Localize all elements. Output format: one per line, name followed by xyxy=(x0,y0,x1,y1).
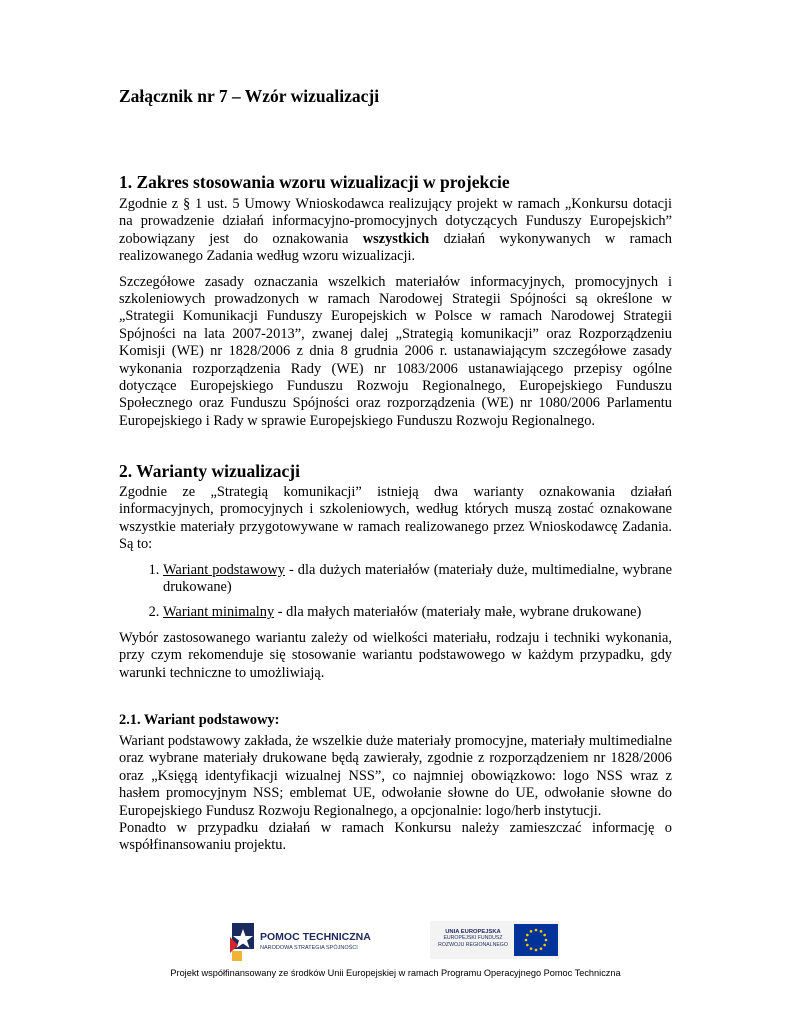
variant-list xyxy=(119,562,672,622)
eu-line-3: ROZWOJU REGIONALNEGO xyxy=(438,941,508,948)
section-basic-variant xyxy=(119,712,672,855)
nss-star-icon xyxy=(228,919,258,963)
list-item xyxy=(163,562,672,597)
text-span: działań wykonywanych w ramach realizowanego Zadania według wzoru wizualizacji. xyxy=(119,230,672,265)
page-title: Załącznik nr 7 – Wzór wizualizacji xyxy=(119,86,380,106)
pomoc-techniczna-title: POMOC TECHNICZNA xyxy=(260,931,371,943)
section-2-1-paragraph-2: Ponadto w przypadku działań w ramach Konkursu należy zamieszczać informację o współfinansowaniu projektu. xyxy=(119,820,672,854)
section-scope xyxy=(119,172,672,430)
pomoc-techniczna-subtitle: NARODOWA STRATEGIA SPÓJNOŚCI xyxy=(260,945,358,951)
footer-logos xyxy=(0,915,791,965)
emphasis-word: wszystkich xyxy=(362,230,430,247)
eu-logo-text xyxy=(436,929,510,948)
variant-name: Wariant podstawowy xyxy=(163,561,285,578)
variant-name: Wariant minimalny xyxy=(163,604,275,621)
eu-line-1: UNIA EUROPEJSKA xyxy=(445,929,501,935)
section-variants xyxy=(119,461,672,682)
pomoc-techniczna-logo xyxy=(228,919,378,963)
section-2-intro: Zgodnie ze „Strategią komunikacji” istnieją dwa warianty oznakowania działań informacyjnych, promocyjnych i szkoleniowych, według których muszą zostać oznakowane wszystkie materiały przygotowywane w ramach realizowanego przez Wnioskodawcę Zadania. Są to: xyxy=(119,484,672,553)
eu-flag-icon xyxy=(514,924,558,956)
section-1-paragraph-1 xyxy=(119,196,672,266)
variant-description: - dla dużych materiałów (materiały duże, multimedialne, wybrane drukowane) xyxy=(163,561,672,596)
section-2-heading: 2. Warianty wizualizacji xyxy=(119,461,300,481)
eu-line-2: EUROPEJSKI FUNDUSZ xyxy=(443,935,503,942)
section-1-heading: 1. Zakres stosowania wzoru wizualizacji w projekcie xyxy=(119,172,510,192)
text-span: Zgodnie z § 1 ust. 5 Umowy Wnioskodawca realizujący projekt w ramach „Konkursu dotacji na prowadzenie działań informacyjno-promocyjnych dotyczących Funduszy Europejskich” zobowiązany jest do oznakowania xyxy=(119,196,672,247)
section-1-paragraph-2: Szczegółowe zasady oznaczania wszelkich materiałów informacyjnych, promocyjnych i szkoleniowych prowadzonych w ramach Narodowej Strategii Spójności są określone w „Strategii Komunikacji Funduszy Europejskich w Polsce w ramach Narodowej Strategii Spójności na lata 2007-2013”, zwanej dalej „Strategią komunikacji” oraz Rozporządzeniu Komisji (WE) nr 1828/2006 z dnia 8 grudnia 2006 r. ustanawiającym szczegółowe zasady wykonania rozporządzenia Rady (WE) nr 1083/2006 ustanawiającego przepisy ogólne dotyczące Europejskiego Funduszu Rozwoju Regionalnego, Europejskiego Funduszu Społecznego oraz Funduszu Spójności oraz rozporządzenia (WE) nr 1080/2006 Parlamentu Europejskiego i Rady w sprawie Europejskiego Funduszu Rozwoju Regionalnego. xyxy=(119,273,672,429)
section-2-1-heading: 2.1. Wariant podstawowy: xyxy=(119,712,280,728)
list-item xyxy=(163,604,672,621)
section-2-outro: Wybór zastosowanego wariantu zależy od wielkości materiału, rodzaju i techniki wykonania, przy czym rekomenduje się stosowanie wariantu podstawowego w każdym przypadku, gdy warunki techniczne to umożliwiają. xyxy=(119,629,672,681)
eu-logo xyxy=(430,921,560,959)
footer-note: Projekt współfinansowany ze środków Unii Europejskiej w ramach Programu Operacyjnego Pomoc Techniczna xyxy=(170,968,621,978)
section-2-1-paragraph-1: Wariant podstawowy zakłada, że wszelkie duże materiały promocyjne, materiały multimedialne oraz wybrane materiały drukowane będą zawierały, zgodnie z rozporządzeniem nr 1828/2006 oraz „Księgą identyfikacji wizualnej NSS”, co najmniej obowiązkowo: logo NSS wraz z hasłem promocyjnym NSS; emblemat UE, odwołanie słowne do UE, odwołanie słowne do Europejskiego Fundusz Rozwoju Regionalnego, a opcjonalnie: logo/herb instytucji. xyxy=(119,733,672,819)
variant-description: - dla małych materiałów (materiały małe, wybrane drukowane) xyxy=(274,604,642,621)
